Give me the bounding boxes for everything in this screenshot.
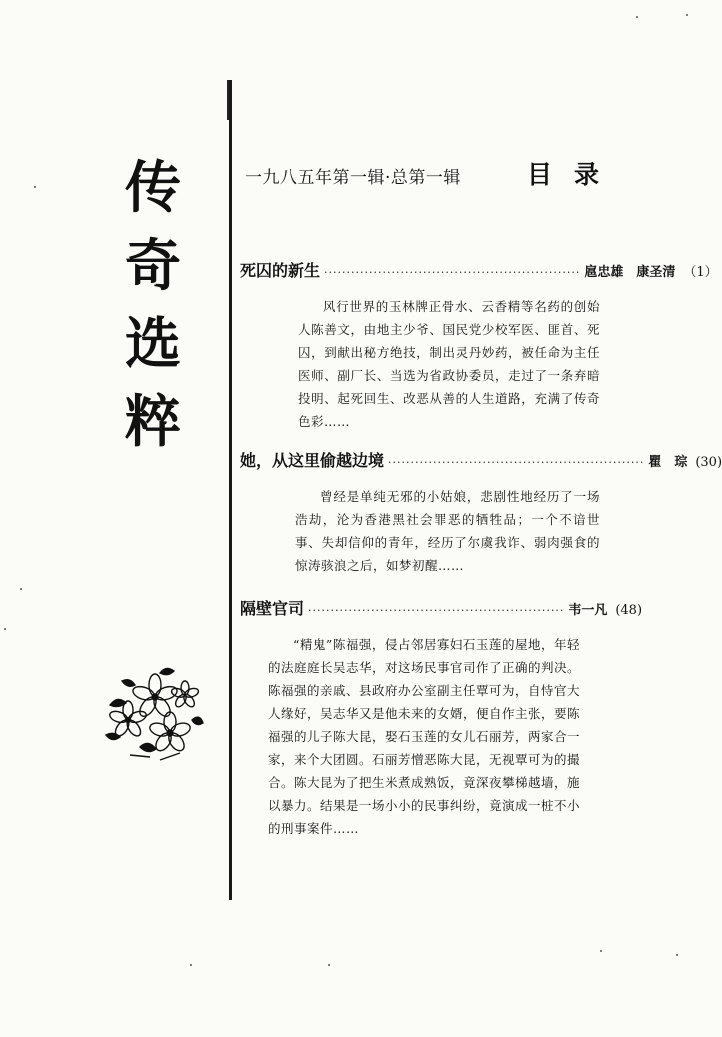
entry-line[interactable] xyxy=(240,448,722,471)
entry-author: 韦一凡 xyxy=(568,603,608,618)
speck xyxy=(676,954,678,956)
speck xyxy=(4,628,6,630)
divider-tick xyxy=(227,80,229,120)
entry-summary: 风行世界的玉林牌正骨水、云香精等名药的创始人陈善文，由地主少爷、国民党少校军医、匪首、死囚，到献出秘方绝技，制出灵丹妙药，被任命为主任医师、副厂长、当选为省政协委员，走过了一条弃暗投明、起死回生、改恶从善的人生道路，充满了传奇色彩…… xyxy=(298,299,600,429)
magazine-title xyxy=(125,150,195,462)
leader-dots: ························································· xyxy=(308,604,565,617)
title-char: 奇 xyxy=(125,234,181,299)
flower-sketch-icon xyxy=(100,665,205,765)
entry-line[interactable] xyxy=(240,596,643,619)
toc-entry[interactable] xyxy=(240,448,722,577)
entry-page: (48) xyxy=(615,603,643,618)
entry-author: 瞿 琮 xyxy=(648,455,688,470)
entry-summary: “精鬼”陈福强，侵占邻居寡妇石玉莲的屋地，年轻的法庭庭长吴志华，对这场民事官司作了正确的判决。陈福强的亲戚、县政府办公室副主任覃可为，自恃官大人缘好，吴志华又是他未来的女婿，便自作主张，要陈福强的儿子陈大昆，娶石玉莲的女儿石丽芳，两家合一家，来个大团圆。石丽芳憎恶陈大昆，无视覃可为的撮合。陈大昆为了把生米煮成熟饭，竟深夜攀梯越墙，施以暴力。结果是一场小小的民事纠纷，竟演成一桩不小的刑事案件…… xyxy=(268,637,581,836)
speck xyxy=(328,964,330,966)
entry-page: （1） xyxy=(683,265,718,280)
speck xyxy=(190,964,192,966)
speck xyxy=(20,588,22,590)
entry-page: (30) xyxy=(695,455,722,470)
toc-entry[interactable] xyxy=(240,258,718,433)
entry-title[interactable]: 隔壁官司 xyxy=(240,599,305,618)
leader-dots: ························································· xyxy=(324,266,581,279)
toc-entry[interactable] xyxy=(240,596,643,840)
toc-title: 目录 xyxy=(527,160,622,189)
speck xyxy=(686,14,688,16)
title-char: 选 xyxy=(125,312,181,377)
entry-title[interactable]: 她，从这里偷越边境 xyxy=(240,451,385,470)
vertical-divider xyxy=(229,80,232,900)
speck xyxy=(34,186,36,188)
entry-line[interactable] xyxy=(240,258,718,281)
speck xyxy=(600,950,602,952)
leader-dots: ························································· xyxy=(388,456,645,469)
issue-label: 一九八五年第一辑·总第一辑 xyxy=(245,168,461,188)
speck xyxy=(636,16,638,18)
entry-author: 扈忠雄 康圣清 xyxy=(584,265,676,280)
entry-summary: 曾经是单纯无邪的小姑娘，悲剧性地经历了一场浩劫，沦为香港黑社会罪恶的牺牲品；一个不谙世事、失却信仰的青年，经历了尔虞我诈、弱肉强食的惊涛骇浪之后，如梦初醒…… xyxy=(295,489,600,573)
entry-title[interactable]: 死囚的新生 xyxy=(240,261,321,280)
title-char: 传 xyxy=(125,156,181,221)
toc-header xyxy=(245,155,645,195)
title-char: 粹 xyxy=(125,390,181,455)
